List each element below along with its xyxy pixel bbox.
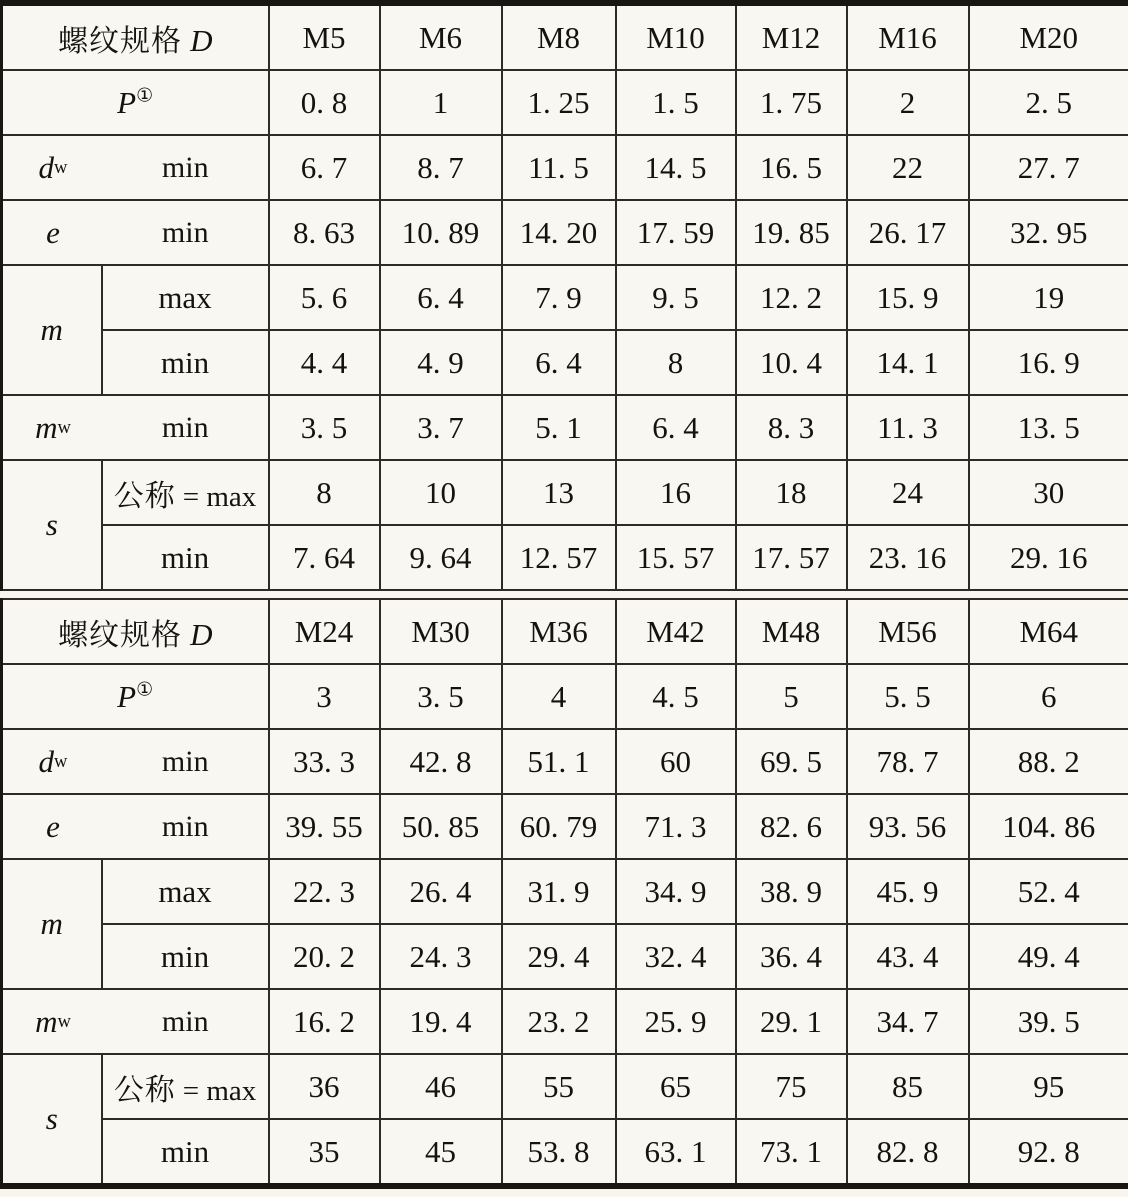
- value-cell: 11. 5: [502, 135, 616, 200]
- value-cell: 24: [847, 460, 969, 525]
- col-header-cell: M10: [616, 3, 736, 70]
- value-cell: 12. 2: [736, 265, 847, 330]
- value-cell: 0. 8: [269, 70, 380, 135]
- col-header-cell: M8: [502, 3, 616, 70]
- spec-label-cell: [2, 3, 269, 70]
- row-label-mw: m w min: [2, 395, 269, 460]
- value-cell: 26. 4: [380, 859, 502, 924]
- value-cell: 15. 57: [616, 525, 736, 590]
- col-header-cell: M5: [269, 3, 380, 70]
- value-cell: 32. 95: [969, 200, 1128, 265]
- dw-symbol: d: [38, 149, 55, 185]
- value-cell: 3. 5: [380, 664, 502, 729]
- table-row: [2, 989, 1128, 1054]
- m-symbol: m: [40, 906, 63, 941]
- value-cell: 71. 3: [616, 794, 736, 859]
- value-cell: 50. 85: [380, 794, 502, 859]
- value-cell: 26. 17: [847, 200, 969, 265]
- value-cell: 14. 20: [502, 200, 616, 265]
- value-cell: 8: [269, 460, 380, 525]
- value-cell: 8. 63: [269, 200, 380, 265]
- table-row: [2, 794, 1128, 859]
- table-row: [2, 859, 1128, 924]
- value-cell: 65: [616, 1054, 736, 1119]
- value-cell: 49. 4: [969, 924, 1128, 989]
- value-cell: 75: [736, 1054, 847, 1119]
- value-cell: 5: [736, 664, 847, 729]
- limit-label-min: min: [102, 1119, 269, 1186]
- value-cell: 45. 9: [847, 859, 969, 924]
- value-cell: 39. 5: [969, 989, 1128, 1054]
- table-row: [2, 330, 1128, 395]
- value-cell: 88. 2: [969, 729, 1128, 794]
- e-symbol: e: [46, 808, 60, 844]
- table-row: [2, 664, 1128, 729]
- s-symbol: s: [45, 507, 58, 542]
- value-cell: 29. 1: [736, 989, 847, 1054]
- pitch-symbol: P: [117, 678, 137, 714]
- limit-label-nominal: [102, 1054, 269, 1119]
- value-cell: 12. 57: [502, 525, 616, 590]
- limit-label-min: min: [102, 330, 269, 395]
- row-label-s: [2, 1054, 102, 1186]
- value-cell: 1. 25: [502, 70, 616, 135]
- col-header-cell: M20: [969, 3, 1128, 70]
- value-cell: 14. 5: [616, 135, 736, 200]
- row-label-dw: d w min: [2, 729, 269, 794]
- footnote-mark: ①: [136, 679, 154, 701]
- row-label-m: [2, 859, 102, 989]
- value-cell: 43. 4: [847, 924, 969, 989]
- value-cell: 10. 89: [380, 200, 502, 265]
- col-header-cell: M12: [736, 3, 847, 70]
- col-header-cell: M36: [502, 599, 616, 664]
- nominal-equals-max: = max: [182, 480, 257, 513]
- col-header-cell: M56: [847, 599, 969, 664]
- value-cell: 52. 4: [969, 859, 1128, 924]
- value-cell: 8. 3: [736, 395, 847, 460]
- value-cell: 23. 16: [847, 525, 969, 590]
- value-cell: 6. 4: [380, 265, 502, 330]
- limit-label: min: [161, 150, 209, 184]
- value-cell: 4. 5: [616, 664, 736, 729]
- value-cell: 4: [502, 664, 616, 729]
- spec-label-cell: [2, 599, 269, 664]
- value-cell: 46: [380, 1054, 502, 1119]
- table-row: [2, 1054, 1128, 1119]
- value-cell: 78. 7: [847, 729, 969, 794]
- value-cell: 63. 1: [616, 1119, 736, 1186]
- value-cell: 9. 5: [616, 265, 736, 330]
- limit-label-max: max: [102, 265, 269, 330]
- table-row: [2, 599, 1128, 664]
- value-cell: 25. 9: [616, 989, 736, 1054]
- value-cell: 36. 4: [736, 924, 847, 989]
- value-cell: 10: [380, 460, 502, 525]
- row-label-m: [2, 265, 102, 395]
- value-cell: 8. 7: [380, 135, 502, 200]
- value-cell: 19. 4: [380, 989, 502, 1054]
- spec-label-cn: 螺纹规格: [58, 618, 183, 652]
- value-cell: 6. 4: [616, 395, 736, 460]
- value-cell: 6: [969, 664, 1128, 729]
- limit-label-min: min: [102, 924, 269, 989]
- table-row: [2, 460, 1128, 525]
- value-cell: 93. 56: [847, 794, 969, 859]
- value-cell: 11. 3: [847, 395, 969, 460]
- row-label-mw: m w min: [2, 989, 269, 1054]
- value-cell: 30: [969, 460, 1128, 525]
- value-cell: 5. 6: [269, 265, 380, 330]
- value-cell: 18: [736, 460, 847, 525]
- value-cell: 5. 5: [847, 664, 969, 729]
- dw-symbol: d: [38, 743, 55, 779]
- nominal-label-cn: 公称: [113, 479, 176, 513]
- mw-symbol: m: [35, 409, 58, 445]
- col-header-cell: M24: [269, 599, 380, 664]
- value-cell: 82. 6: [736, 794, 847, 859]
- limit-label: min: [161, 1004, 209, 1038]
- value-cell: 34. 7: [847, 989, 969, 1054]
- value-cell: 9. 64: [380, 525, 502, 590]
- value-cell: 5. 1: [502, 395, 616, 460]
- value-cell: 53. 8: [502, 1119, 616, 1186]
- value-cell: 36: [269, 1054, 380, 1119]
- limit-label: min: [161, 809, 209, 843]
- value-cell: 24. 3: [380, 924, 502, 989]
- nominal-label-cn: 公称: [113, 1073, 176, 1107]
- value-cell: 7. 64: [269, 525, 380, 590]
- table-separator-gap: [0, 591, 1128, 598]
- value-cell: 8: [616, 330, 736, 395]
- m-symbol: m: [40, 312, 63, 347]
- table-row: [2, 135, 1128, 200]
- value-cell: 34. 9: [616, 859, 736, 924]
- value-cell: 85: [847, 1054, 969, 1119]
- value-cell: 60: [616, 729, 736, 794]
- value-cell: 42. 8: [380, 729, 502, 794]
- value-cell: 2: [847, 70, 969, 135]
- value-cell: 45: [380, 1119, 502, 1186]
- value-cell: 3: [269, 664, 380, 729]
- row-label-e: [2, 200, 269, 265]
- s-symbol: s: [45, 1101, 58, 1136]
- value-cell: 17. 57: [736, 525, 847, 590]
- value-cell: 35: [269, 1119, 380, 1186]
- col-header-cell: M6: [380, 3, 502, 70]
- value-cell: 16: [616, 460, 736, 525]
- value-cell: 6. 4: [502, 330, 616, 395]
- table-row: [2, 395, 1128, 460]
- value-cell: 29. 4: [502, 924, 616, 989]
- value-cell: 33. 3: [269, 729, 380, 794]
- value-cell: 2. 5: [969, 70, 1128, 135]
- col-header-cell: M48: [736, 599, 847, 664]
- table-row: [2, 70, 1128, 135]
- value-cell: 73. 1: [736, 1119, 847, 1186]
- value-cell: 55: [502, 1054, 616, 1119]
- limit-label: min: [161, 215, 209, 249]
- dimension-table-upper: [0, 0, 1128, 591]
- table-row: [2, 924, 1128, 989]
- value-cell: 15. 9: [847, 265, 969, 330]
- value-cell: 82. 8: [847, 1119, 969, 1186]
- limit-label: min: [161, 744, 209, 778]
- value-cell: 13. 5: [969, 395, 1128, 460]
- value-cell: 1: [380, 70, 502, 135]
- spec-label-symbol: D: [190, 616, 213, 652]
- value-cell: 95: [969, 1054, 1128, 1119]
- table-row: [2, 525, 1128, 590]
- value-cell: 22. 3: [269, 859, 380, 924]
- value-cell: 10. 4: [736, 330, 847, 395]
- limit-label-nominal: [102, 460, 269, 525]
- col-header-cell: M16: [847, 3, 969, 70]
- col-header-cell: M64: [969, 599, 1128, 664]
- e-symbol: e: [46, 214, 60, 250]
- table-row: [2, 265, 1128, 330]
- limit-label: min: [161, 410, 209, 444]
- value-cell: 39. 55: [269, 794, 380, 859]
- table-row: [2, 3, 1128, 70]
- dimension-table-lower: [0, 598, 1128, 1189]
- mw-symbol: m: [35, 1003, 58, 1039]
- value-cell: 3. 7: [380, 395, 502, 460]
- value-cell: 19. 85: [736, 200, 847, 265]
- row-label-dw: d w min: [2, 135, 269, 200]
- pitch-symbol: P: [117, 84, 137, 120]
- value-cell: 32. 4: [616, 924, 736, 989]
- value-cell: 104. 86: [969, 794, 1128, 859]
- value-cell: 38. 9: [736, 859, 847, 924]
- value-cell: 4. 9: [380, 330, 502, 395]
- value-cell: 4. 4: [269, 330, 380, 395]
- value-cell: 16. 2: [269, 989, 380, 1054]
- value-cell: 69. 5: [736, 729, 847, 794]
- row-label-pitch: [2, 70, 269, 135]
- value-cell: 29. 16: [969, 525, 1128, 590]
- row-label-pitch: [2, 664, 269, 729]
- value-cell: 16. 5: [736, 135, 847, 200]
- col-header-cell: M42: [616, 599, 736, 664]
- value-cell: 3. 5: [269, 395, 380, 460]
- table-row: [2, 1119, 1128, 1186]
- value-cell: 1. 75: [736, 70, 847, 135]
- table-row: [2, 200, 1128, 265]
- value-cell: 6. 7: [269, 135, 380, 200]
- value-cell: 92. 8: [969, 1119, 1128, 1186]
- spec-label-cn: 螺纹规格: [58, 24, 183, 58]
- value-cell: 27. 7: [969, 135, 1128, 200]
- value-cell: 19: [969, 265, 1128, 330]
- footnote-mark: ①: [136, 85, 154, 107]
- col-header-cell: M30: [380, 599, 502, 664]
- nominal-equals-max: = max: [182, 1074, 257, 1107]
- value-cell: 16. 9: [969, 330, 1128, 395]
- value-cell: 23. 2: [502, 989, 616, 1054]
- value-cell: 31. 9: [502, 859, 616, 924]
- value-cell: 20. 2: [269, 924, 380, 989]
- table-row: [2, 729, 1128, 794]
- limit-label-min: min: [102, 525, 269, 590]
- value-cell: 7. 9: [502, 265, 616, 330]
- row-label-e: [2, 794, 269, 859]
- value-cell: 14. 1: [847, 330, 969, 395]
- limit-label-max: max: [102, 859, 269, 924]
- row-label-s: [2, 460, 102, 590]
- spec-label-symbol: D: [190, 22, 213, 58]
- value-cell: 13: [502, 460, 616, 525]
- value-cell: 1. 5: [616, 70, 736, 135]
- value-cell: 51. 1: [502, 729, 616, 794]
- value-cell: 22: [847, 135, 969, 200]
- value-cell: 17. 59: [616, 200, 736, 265]
- value-cell: 60. 79: [502, 794, 616, 859]
